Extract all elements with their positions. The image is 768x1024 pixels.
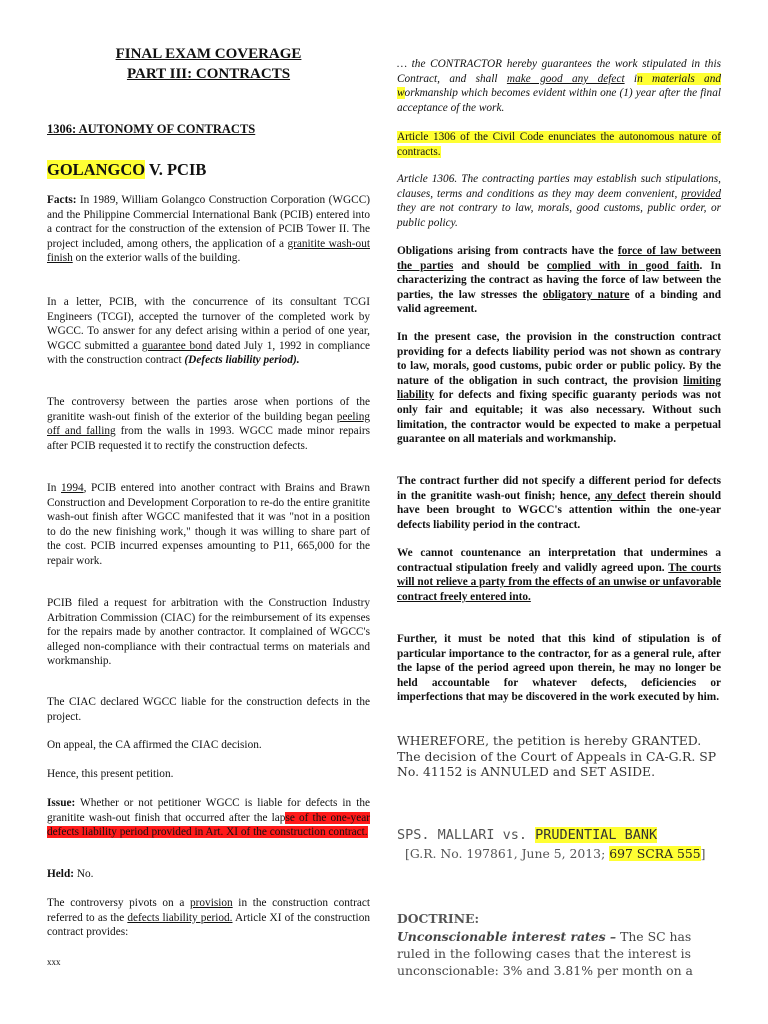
doctrine-italic: Unconscionable interest rates –: [397, 929, 617, 944]
obligations-text-2: and should be: [453, 259, 547, 272]
turnover-text: In a letter, PCIB, with the concurrence of its consultant TCGI Engineers (TCGI), accepted the turnover of the completed work by WGCC. To answer for any defect arising within a period of one year, WGCC submitted a: [47, 296, 370, 352]
quote-highlight: n materials and w: [397, 72, 722, 100]
obligations-text-3: . In characterizing the contract as having the force of law between the parties, the law stresses the: [397, 259, 721, 301]
paragraph-appeal: On appeal, the CA affirmed the CIAC decision.: [47, 739, 262, 751]
paragraph-ciac: The CIAC declared WGCC liable for the construction defects in the project.: [47, 696, 370, 723]
new-contract-underline: 1994: [61, 482, 84, 494]
paragraph-obligations: [397, 244, 721, 317]
article-text: [397, 172, 721, 230]
case2-parties: SPS. MALLARI vs.: [397, 827, 536, 843]
provision-text-2: in the construction contract referred to as the: [47, 897, 371, 924]
facts-text-end: on the exterior walls of the building.: [72, 252, 241, 265]
section-heading: 1306: AUTONOMY OF CONTRACTS: [47, 122, 256, 136]
left-column: [47, 0, 370, 1024]
doctrine-text: [397, 928, 721, 979]
article-statement: [397, 130, 721, 159]
citation-text: [G.R. No. 197861, June 5, 2013;: [405, 846, 610, 861]
held-label: Held:: [47, 868, 74, 880]
wherefore-paragraph: WHEREFORE, the petition is hereby GRANTED. The decision of the Court of Appeals in CA-G.R. SP No. 41152 is ANNULED and SET ASIDE.: [397, 733, 717, 779]
countenance-underline: The courts will not relieve a party from the effects of an unwise or unfavorable contract freely entered into.: [397, 561, 722, 603]
paragraph-new-contract: [47, 481, 370, 569]
obligations-underline-3: obligatory nature: [542, 288, 630, 301]
ellipsis-marker: xxx: [47, 957, 61, 967]
contract-quote: [397, 57, 721, 115]
countenance-text: We cannot countenance an interpretation that undermines a contractual stipulation freely and validly agreed upon.: [397, 547, 721, 574]
quote-text: … the CONTRACTOR hereby guarantees the work stipulated in this Contract, and shall: [397, 58, 721, 85]
held-paragraph: [47, 867, 370, 882]
article-highlight: Article 1306 of the Civil Code enunciates the autonomous nature of contracts.: [397, 131, 721, 158]
citation-end: ]: [700, 846, 706, 861]
held-value: No.: [74, 868, 94, 880]
paragraph-present-case: [397, 330, 721, 447]
controversy-text: The controversy between the parties arose when portions of the granitite wash-out finish of the exterior of the building began: [47, 396, 370, 423]
issue-highlight: se of the one-year defects liability period provided in Art. XI of the construction contract.: [47, 811, 370, 839]
further-underline: any defect: [594, 489, 646, 502]
case-title-highlight: GOLANGCO: [47, 160, 146, 179]
obligations-underline-2: complied with in good faith: [546, 259, 700, 272]
turnover-underline: guarantee bond: [141, 339, 213, 352]
case-title-rest: V. PCIB: [145, 160, 207, 179]
provision-underline-2: defects liability period.: [127, 911, 233, 924]
article-underline: provided: [681, 187, 721, 200]
citation-highlight: 697 SCRA 555: [609, 846, 701, 861]
part-title: PART III: CONTRACTS: [126, 66, 291, 82]
facts-paragraph: [47, 193, 370, 266]
issue-paragraph: [47, 796, 370, 840]
doctrine-body: The SC has ruled in the following cases that the interest is unconscionable: 3% and 3.81% per month on a: [397, 929, 693, 978]
facts-underline: granitite wash-out finish: [47, 237, 370, 265]
paragraph-turnover: [47, 295, 370, 368]
quote-text-2: i: [624, 72, 638, 85]
issue-text: Whether or not petitioner WGCC is liable for defects in the granitite wash-out finish that occurred after the lap: [47, 797, 370, 824]
case2-highlight: PRUDENTIAL BANK: [535, 827, 658, 843]
paragraph-contract-further: [397, 474, 721, 532]
paragraph-arbitration: PCIB filed a request for arbitration with the Construction Industry Arbitration Commission (CIAC) for the reimbursement of its expenses for the repairs made by another contractor. It complained of WGCC's alleged non-compliance with their contractual terms on materials and workmanship.: [47, 597, 370, 668]
provision-text: The controversy pivots on a: [47, 897, 190, 909]
new-contract-text: In: [47, 482, 62, 494]
provision-underline: provision: [189, 897, 233, 909]
right-column: [397, 0, 721, 1024]
present-case-text-end: for defects and fixing specific guaranty periods was not only fair and equitable; it was also necessary. Without such limitation, the contractor would be expected to make a perpetual guarantee on all materials and workmanship.: [397, 389, 721, 446]
present-case-text: In the present case, the provision in the construction contract providing for a defects liability period was not shown as contrary to law, morals, good customs, pubic order or public policy. By the nature of the obligation in such contract, the provision: [397, 331, 721, 387]
further-text-end: therein should have been brought to WGCC's attention within the one-year defects liability period in the contract.: [397, 489, 721, 531]
quote-text-end: orkmanship which becomes evident within one (1) year after the final acceptance of the work.: [397, 87, 721, 114]
new-contract-text-end: , PCIB entered into another contract with Brains and Brawn Construction and Development Corporation to re-do the entire granitite wash-out finish after WGCC manifested that it was "not in a position to do the new finishing work," though it was willing to share part of the cost. PCIB incurred expenses amounting to P11, 665,000 for the repair work.: [47, 482, 370, 567]
facts-label: Facts:: [47, 194, 77, 206]
paragraph-stipulation: Further, it must be noted that this kind of stipulation is of particular importance to the contractor, for as a general rule, after the lapse of the period agreed upon therein, he may no longer be held accountable for whatever defects, deficiencies or imperfections that may be discovered in the work executed by him.: [397, 633, 721, 704]
issue-label: Issue:: [47, 797, 76, 809]
article-text-a: Article 1306. The contracting parties may establish such stipulations, clauses, terms and conditions as they may deem convenient,: [397, 173, 721, 200]
turnover-text-2: dated July 1, 1992 in compliance with the construction contract: [47, 339, 370, 367]
controversy-text-end: from the walls in 1993. WGCC made minor repairs after PCIB requested it to rectify the construction defects.: [47, 425, 370, 452]
page-title: FINAL EXAM COVERAGE: [115, 46, 302, 62]
obligations-text: Obligations arising from contracts have the: [397, 245, 618, 257]
doctrine-heading: DOCTRINE:: [397, 911, 480, 926]
quote-underline: make good any defect: [506, 72, 625, 85]
further-text: The contract further did not specify a different period for defects in the granitite wash-out finish; hence,: [397, 475, 721, 502]
obligations-underline-1: force of law between the parties: [397, 245, 721, 272]
paragraph-provision: [47, 896, 370, 940]
paragraph-controversy: [47, 395, 370, 453]
paragraph-countenance: [397, 546, 721, 604]
facts-text: In 1989, William Golangco Construction Corporation (WGCC) and the Philippine Commercial International Bank (PCIB) entered into a contract for the construction of the extension of PCIB Tower II. The project included, among others, the application of a: [47, 194, 370, 250]
paragraph-petition: Hence, this present petition.: [47, 768, 174, 780]
article-text-b: they are not contrary to law, morals, good customs, public order, or public policy.: [397, 202, 721, 229]
turnover-italic: (Defects liability period).: [184, 354, 300, 367]
provision-text-end: Article XI of the construction contract provides:: [47, 911, 370, 939]
case-title: [47, 160, 370, 180]
case2-title: [397, 827, 721, 844]
obligations-text-end: of a binding and valid agreement.: [397, 288, 722, 316]
present-case-underline: limiting liability: [397, 374, 721, 402]
controversy-underline: peeling off and falling: [47, 410, 370, 438]
case2-citation: [405, 846, 729, 862]
